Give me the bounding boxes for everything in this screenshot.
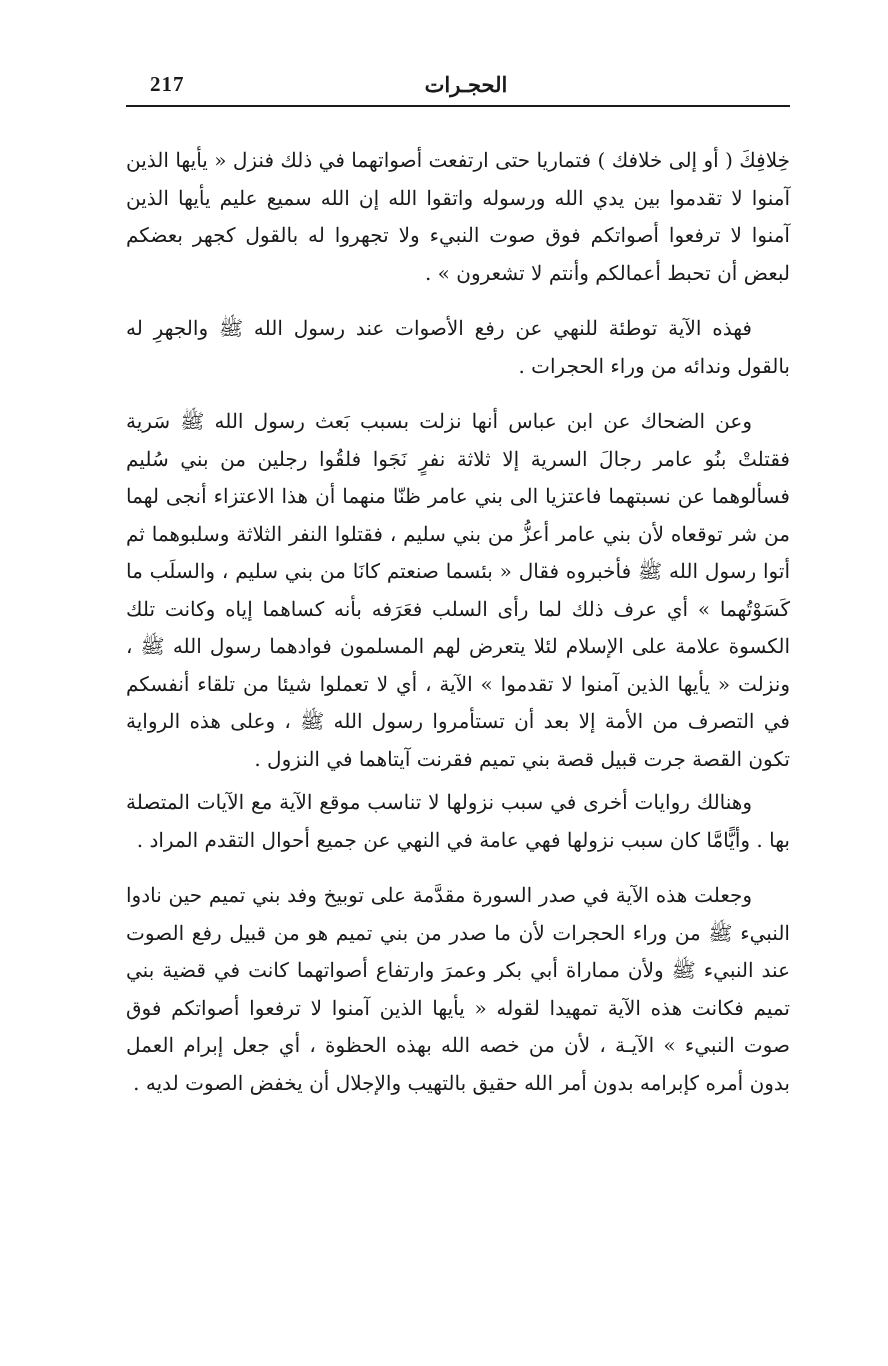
paragraph: خِلافِكَ ( أو إلى خلافك ) فتماريا حتى ارتفعت أصواتهما في ذلك فنزل « يأيها الذين آمنوا لا تقدموا بين يدي الله ورسوله واتقوا الله إن الله سميع عليم يأيها الذين آمنوا لا ترفعوا أصواتكم فوق صوت النبيء ولا تجهروا له بالقول كجهر بعضكم لبعض أن تحبط أعمالكم وأنتم لا تشعرون » . (126, 148, 790, 285)
header-rule (126, 105, 790, 107)
running-title: الحجـرات (424, 72, 508, 97)
body-text (126, 142, 790, 1102)
paragraph: وهنالك روايات أخرى في سبب نزولها لا تناسب موقع الآية مع الآيات المتصلة بها . وأيًّامَّا كان سبب نزولها فهي عامة في النهي عن جميع أحوال التقدم المراد . (126, 790, 790, 852)
paragraph: وعن الضحاك عن ابن عباس أنها نزلت بسبب بَعث رسول الله ﷺ سَرية فقتلتْ بنُو عامر رجالَ السرية إلا ثلاثة نفرٍ نَجَوا فلقُوا رجلين من بني سُليم فسألوهما عن نسبتهما فاعتزيا الى بني عامر ظنّا منهما أن هذا الاعتزاء أنجى لهما من شر توقعاه لأن بني عامر أعزُّ من بني سليم ، فقتلوا النفر الثلاثة وسلبوهما ثم أتوا رسول الله ﷺ فأخبروه فقال « بئسما صنعتم كانَا من بني سليم ، والسلَب ما كَسَوْتُهما » أي عرف ذلك لما رأى السلب فعَرَفه بأنه كساهما إياه وكانت تلك الكسوة علامة على الإسلام لئلا يتعرض لهم المسلمون فوادهما رسول الله ﷺ ، ونزلت « يأيها الذين آمنوا لا تقدموا » الآية ، أي لا تعملوا شيئا من تلقاء أنفسكم في التصرف من الأمة إلا بعد أن تستأمروا رسول الله ﷺ ، وعلى هذه الرواية تكون القصة جرت قبيل قصة بني تميم فقرنت آيتاهما في النزول . (126, 409, 791, 771)
paragraph: فهذه الآية توطئة للنهي عن رفع الأصوات عند رسول الله ﷺ والجهرِ له بالقول وندائه من وراء الحجرات . (126, 316, 790, 378)
page-header (126, 62, 790, 106)
paragraph: وجعلت هذه الآية في صدر السورة مقدَّمة على توبيخ وفد بني تميم حين نادوا النبيء ﷺ من وراء الحجرات لأن ما صدر من بني تميم هو من قبيل رفع الصوت عند النبيء ﷺ ولأن مماراة أبي بكر وعمرَ وارتفاع أصواتهما كانت في قضية بني تميم فكانت هذه الآية تمهيدا لقوله « يأيها الذين آمنوا لا ترفعوا أصواتكم فوق صوت النبيء » الآيـة ، لأن من خصه الله بهذه الحظوة ، أي جعل إبرام العمل بدون أمره كإبرامه بدون أمر الله حقيق بالتهيب والإجلال أن يخفض الصوت لديه . (126, 883, 790, 1095)
page-number: 217 (150, 72, 185, 96)
